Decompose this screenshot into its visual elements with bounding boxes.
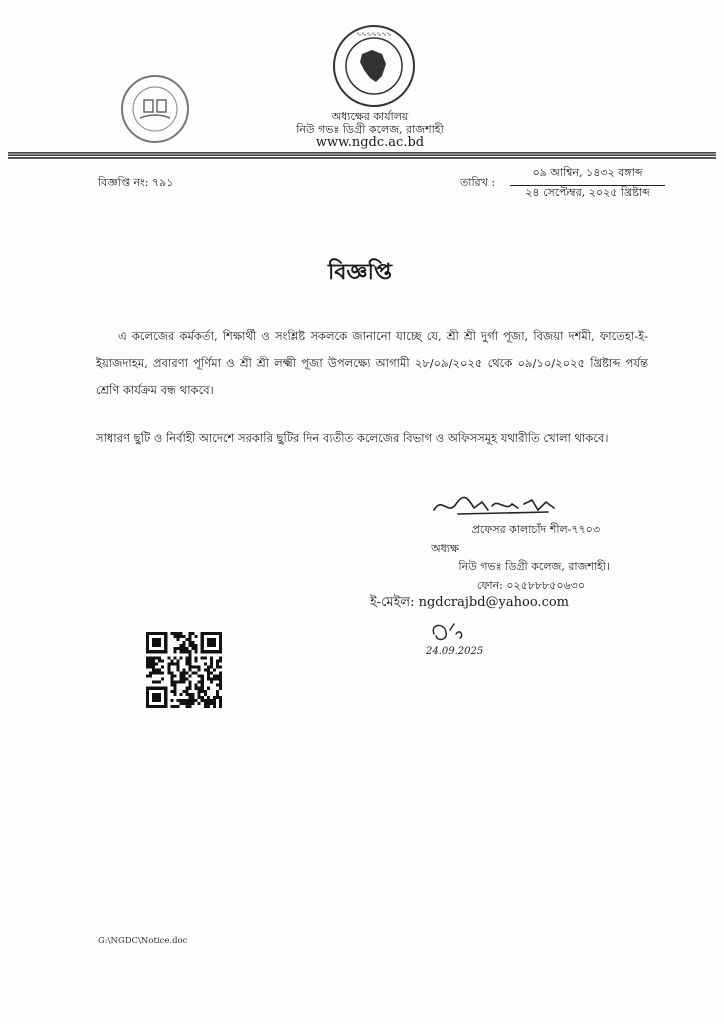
signatory-name: প্রফেসর কালাচাঁদ শীল-৭৭০৩: [471, 523, 600, 536]
notice-paragraph: এ কলেজের কর্মকর্তা, শিক্ষার্থী ও সংশ্লিষ্ট সকলকে জানানো যাচ্ছে যে, শ্রী শ্রী দুর্গা পূজা, বিজয়া দশমী, ফাতেহা-ই-ইয়াজদাহম, প্রবারণা পূর্ণিমা ও শ্রী শ্রী লক্ষ্মী পূজা উপলক্ষ্যে আগামী ২৮/০৯/২০২৫ থেকে ০৯/১০/২০২৫ খ্রিষ্টাব্দ পর্যন্ত শ্রেণি কার্যক্রম বন্ধ থাকবে।: [96, 329, 648, 397]
college-website: www.ngdc.ac.bd: [315, 135, 425, 150]
date-gregorian: ২৪ সেপ্টেম্বর, ২০২৫ খ্রিষ্টাব্দ: [525, 186, 650, 199]
qr-code-icon: [146, 632, 222, 708]
svg-text:24.09.2025: 24.09.2025: [426, 646, 484, 657]
memo-number: বিজ্ঞপ্তি নং: ৭৯১: [98, 176, 174, 189]
notice-title: বিজ্ঞপ্তি: [328, 259, 392, 285]
signature-icon: [428, 488, 578, 522]
date-bangla: ০৯ আশ্বিন, ১৪৩২ বঙ্গাব্দ: [510, 164, 665, 186]
college-name: নিউ গভঃ ডিগ্রী কলেজ, রাজশাহী: [296, 123, 444, 136]
office-heading: অধ্যক্ষের কার্যালয়: [331, 110, 409, 123]
date-label: তারিখ :: [460, 176, 496, 189]
initial-mark-icon: [420, 620, 520, 660]
college-logo-icon: [120, 74, 190, 144]
header-divider: [8, 152, 716, 159]
notice-paragraph: সাধারণ ছুটি ও নির্বাহী আদেশে সরকারি ছুটির দিন ব্যতীত কলেজের বিভাগ ও অফিসসমূহ যথারীতি খোলা থাকবে।: [96, 431, 609, 445]
government-seal-icon: [332, 24, 416, 108]
svg-text:∿∿∿∿∿∿∿: ∿∿∿∿∿∿∿: [356, 31, 392, 38]
signatory-designation: অধ্যক্ষ: [431, 542, 459, 555]
signatory-email: ই-মেইল: ngdcrajbd@yahoo.com: [370, 595, 570, 610]
signatory-college: নিউ গভঃ ডিগ্রী কলেজ, রাজশাহী।: [458, 560, 610, 573]
signatory-phone: ফোন: ০২৫৮৮৮৫০৬৩০: [476, 579, 585, 592]
file-path: G:\NGDC\Notice.doc: [98, 936, 188, 946]
